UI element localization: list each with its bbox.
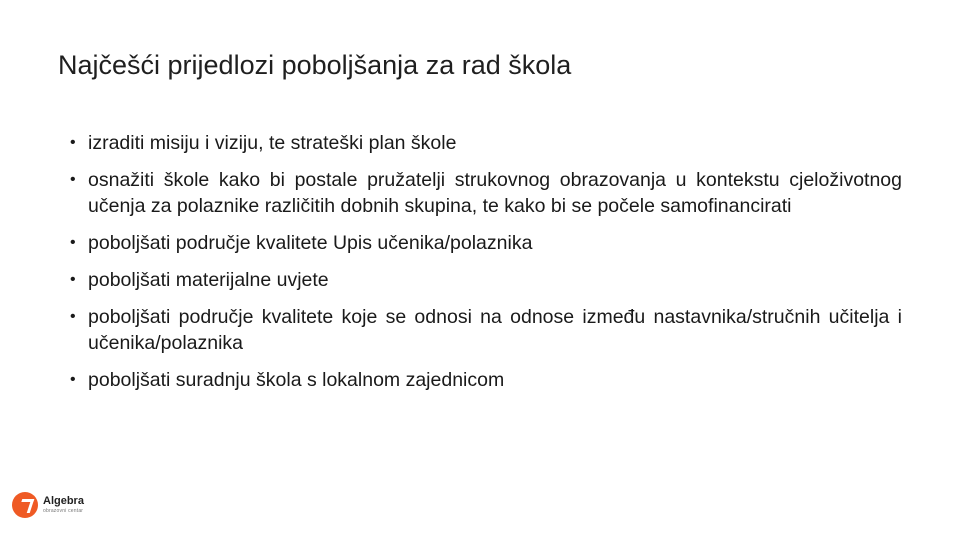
bullet-list [68,130,902,404]
bullet-dot-icon: • [70,234,76,251]
bullet-item [68,167,902,219]
bullet-dot-icon: • [70,171,76,188]
algebra-logo [12,492,84,518]
bullet-text: osnažiti škole kako bi postale pružatelji strukovnog obrazovanja u kontekstu cjeloživotnog učenja za polaznike različitih dobnih skupina, te kako bi se počele samofinancirati [88,169,902,217]
logo-tagline: obrazovni centar [43,508,84,514]
bullet-dot-icon: • [70,271,76,288]
bullet-text: poboljšati područje kvalitete koje se odnosi na odnose između nastavnika/stručnih učitelja i učenika/polaznika [88,306,902,354]
slide-title: Najčešći prijedlozi poboljšanja za rad škola [58,50,572,80]
logo-text [43,495,84,515]
bullet-text: poboljšati materijalne uvjete [88,269,329,291]
bullet-dot-icon: • [70,308,76,325]
bullet-item [68,130,902,156]
bullet-item [68,367,902,393]
bullet-item [68,267,902,293]
bullet-item [68,230,902,256]
bullet-text: poboljšati područje kvalitete Upis učenika/polaznika [88,232,533,254]
bullet-dot-icon: • [70,371,76,388]
bullet-item [68,304,902,356]
bullet-text: izraditi misiju i viziju, te strateški plan škole [88,132,457,154]
algebra-logo-icon [12,492,38,518]
bullet-text: poboljšati suradnju škola s lokalnom zajednicom [88,369,505,391]
bullet-dot-icon: • [70,134,76,151]
logo-name: Algebra [43,495,84,507]
